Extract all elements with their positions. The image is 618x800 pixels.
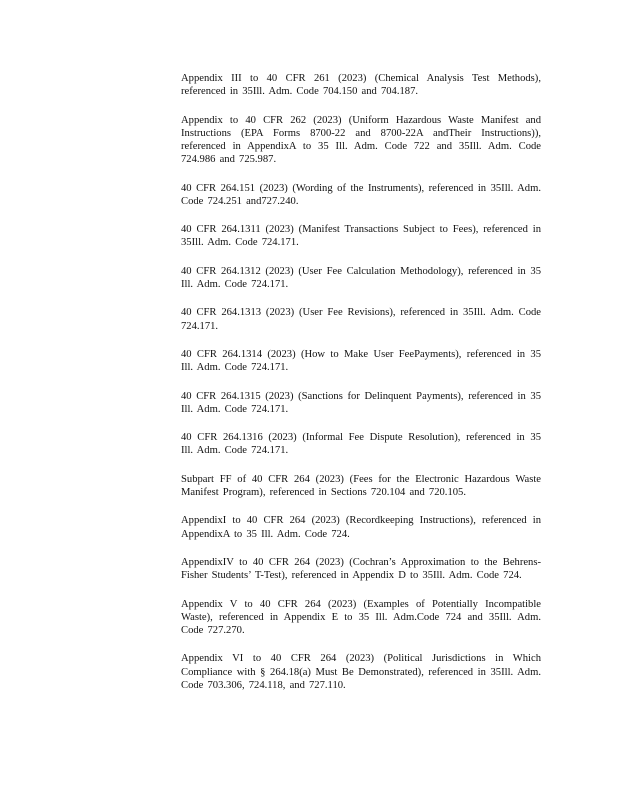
reference-entry: Appendix VI to 40 CFR 264 (2023) (Political Jurisdictions in Which Compliance with § 264.18(a) Must Be Demonstrated), referenced in 35Ill. Adm. Code 703.306, 724.118, and 727.110.: [181, 653, 541, 691]
reference-entry: 40 CFR 264.1316 (2023) (Informal Fee Dispute Resolution), referenced in 35 Ill. Adm. Code 724.171.: [181, 432, 541, 457]
reference-entry: 40 CFR 264.1313 (2023) (User Fee Revisions), referenced in 35Ill. Adm. Code 724.171.: [181, 307, 541, 332]
reference-entry: 40 CFR 264.151 (2023) (Wording of the Instruments), referenced in 35Ill. Adm. Code 724.251 and727.240.: [181, 182, 541, 207]
reference-entry: AppendixIV to 40 CFR 264 (2023) (Cochran’s Approximation to the Behrens-Fisher Students’ T-Test), referenced in Appendix D to 35Ill. Adm. Code 724.: [181, 556, 541, 582]
reference-entry: AppendixI to 40 CFR 264 (2023) (Recordkeeping Instructions), referenced in AppendixA to 35 Ill. Adm. Code 724.: [181, 515, 541, 540]
reference-entry: 40 CFR 264.1312 (2023) (User Fee Calculation Methodology), referenced in 35 Ill. Adm. Code 724.171.: [181, 265, 541, 290]
reference-entry: 40 CFR 264.1311 (2023) (Manifest Transactions Subject to Fees), referenced in 35Ill. Adm. Code 724.171.: [181, 224, 541, 249]
reference-entry: Subpart FF of 40 CFR 264 (2023) (Fees for the Electronic Hazardous Waste Manifest Program), referenced in Sections 720.104 and 720.105.: [181, 473, 541, 498]
document-page: [181, 72, 541, 707]
reference-entry: Appendix to 40 CFR 262 (2023) (Uniform Hazardous Waste Manifest and Instructions (EPA Forms 8700-22 and 8700-22A andTheir Instructions)), referenced in AppendixA to 35 Ill. Adm. Code 722 and 35Ill. Adm. Code 724.986 and 725.987.: [181, 114, 541, 166]
reference-entry: 40 CFR 264.1314 (2023) (How to Make User FeePayments), referenced in 35 Ill. Adm. Code 724.171.: [181, 348, 541, 374]
reference-entry: 40 CFR 264.1315 (2023) (Sanctions for Delinquent Payments), referenced in 35 Ill. Adm. Code 724.171.: [181, 390, 541, 415]
reference-entry: Appendix III to 40 CFR 261 (2023) (Chemical Analysis Test Methods), referenced in 35Ill. Adm. Code 704.150 and 704.187.: [181, 73, 541, 98]
reference-entry: Appendix V to 40 CFR 264 (2023) (Examples of Potentially Incompatible Waste), referenced in Appendix E to 35 Ill. Adm.Code 724 and 35Ill. Adm. Code 727.270.: [181, 598, 541, 636]
